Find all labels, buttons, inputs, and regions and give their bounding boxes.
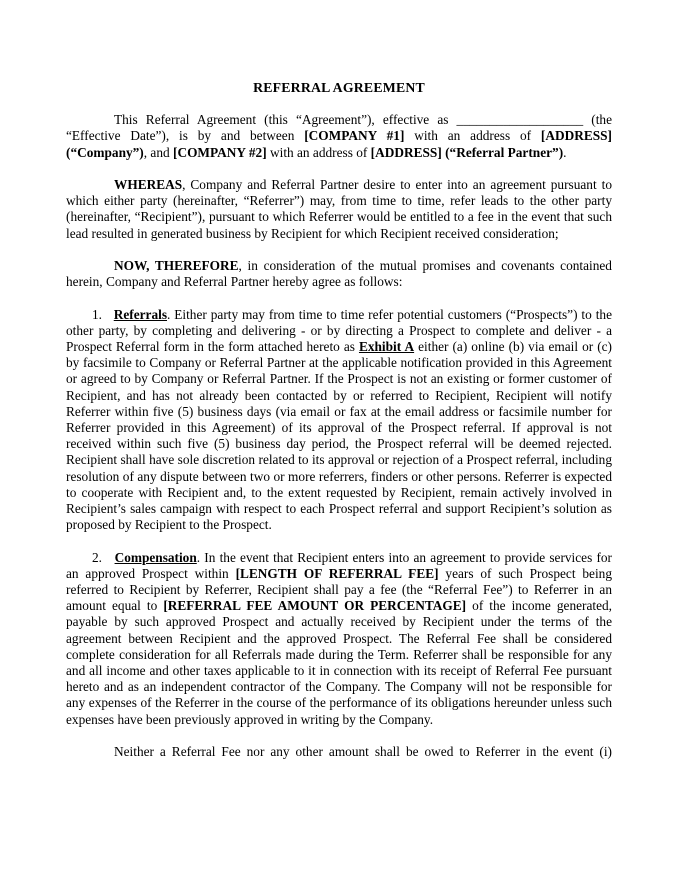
text-run: with an address of [266,144,371,160]
text-run: Referrals [113,306,168,322]
now-therefore-paragraph [66,258,612,290]
section-1-referrals-paragraph [66,307,612,534]
text-run: of the income generated, payable by such approved Prospect and actually received by Recipient under the terms of the agreement between Recipient and the approved Prospect. The Referral Fee shall be considered complete consideration for all Referrals made during the Term. Referrer shall be responsible for any and all income and other taxes applicable to it in connection with its receipt of Referral Fee pursuant hereto and as an independent contractor of the Company. The Company will not be responsible for any expenses of the Referrer in the course of the performance of its obligations hereunder unless such expenses have been previously approved in writing by the Company. [66,598,612,727]
text-run: . In the event that Recipient enters into an agreement to provide services for an approved Prospect within [66,549,613,581]
text-run: , Company and Referral Partner desire to enter into an agreement pursuant to which either party (hereinafter, “Referrer”) may, from time to time, refer leads to the other party (hereinafter, “Recipient”), pursuant to which Referrer would be entitled to a fee in the event that such lead resulted in generated business by Recipient for which Recipient received consideration; [66,177,612,241]
text-run: . Either party may from time to time refer potential customers (“Prospects”) to the other party, by completing and delivering - or by directing a Prospect to complete and deliver - a Prospect Referral form in the form attached hereto as [66,306,612,354]
text-run: . [563,144,567,160]
text-run: NOW, THEREFORE [114,258,239,273]
text-run: (the “Effective Date”), is by and between [66,112,612,144]
document-title: REFERRAL AGREEMENT [253,80,425,95]
intro-paragraph [66,112,612,161]
text-run: WHEREAS [114,177,183,192]
text-run: either (a) online (b) via email or (c) by facsimile to Company or Referral Partner at the applicable notification provided in this Agreement or agreed to by Company or Referral Partner. If the Prospect is not an existing or former customer of Recipient, and has not already been contacted by or referred to Recipient, Recipient will notify Referrer within five (5) business days (via email or fax at the email address or facsimile number for Referrer provided in this Agreement) of its approval of the Prospect referral. If approval is not received within such five (5) business day period, the Prospect referral will be deemed rejected. Recipient shall have sole discretion related to its approval or rejection of a Prospect referral, including resolution of any dispute between two or more referrers, finders or other persons. Referrer is expected to cooperate with Recipient and, to the extent requested by Recipient, remain actively involved in Recipient’s sales campaign with respect to each Prospect referral and support Recipient’s solution as proposed by Recipient to the Prospect. [66,339,612,533]
text-run: 1. [92,306,114,322]
text-run: with an address of [404,128,541,144]
text-run: [COMPANY #2] [173,144,267,160]
text-run: This Referral Agreement (this “Agreement”), effective as [114,112,457,128]
text-run: [ADDRESS] (“Referral Partner”) [370,144,564,160]
text-run: years of such Prospect being referred to Recipient by Referrer, Recipient shall pay a fee (the “Referral Fee”) to Referrer in an amount equal to [66,565,612,614]
text-run: Exhibit A [358,339,415,354]
whereas-paragraph [66,177,612,242]
text-run: [ADDRESS] (“Company”) [66,128,612,160]
text-run: Compensation [114,549,197,565]
continuation-paragraph [66,744,612,760]
text-run: [LENGTH OF REFERRAL FEE] [235,565,439,581]
text-run: [COMPANY #1] [304,128,405,144]
text-run: Neither a Referral Fee nor any other amount shall be owed to Referrer in the event (i) [114,744,612,760]
text-run: ___________________ [456,112,584,128]
text-run: , and [143,144,173,160]
text-run: [REFERRAL FEE AMOUNT OR PERCENTAGE] [163,598,467,614]
section-2-compensation-paragraph [66,550,612,728]
text-run: 2. [92,549,115,565]
text-run: , in consideration of the mutual promises and covenants contained herein, Company and Referral Partner hereby agree as follows: [66,258,612,290]
